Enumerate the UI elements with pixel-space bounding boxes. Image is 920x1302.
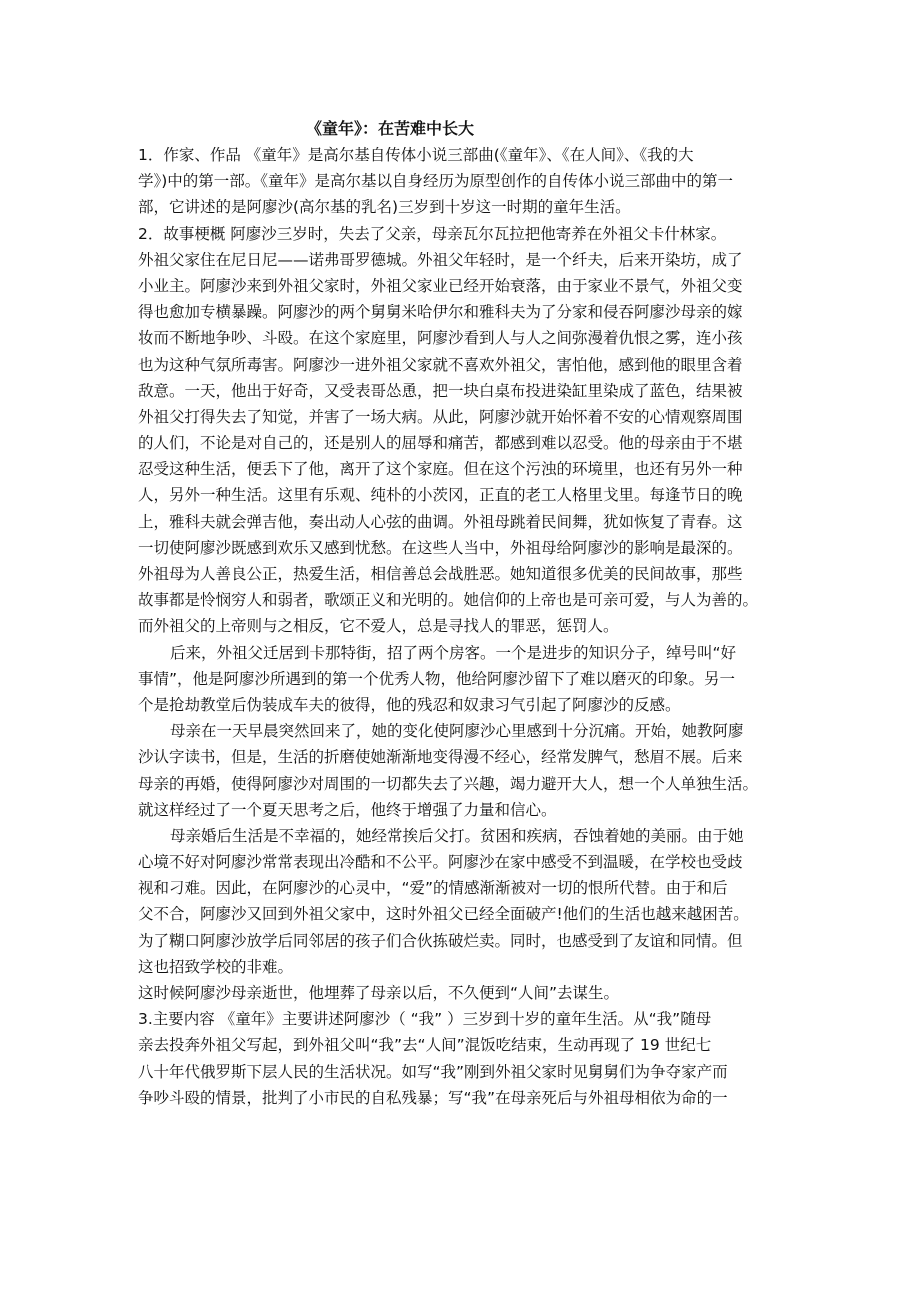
text-line: 争吵斗殴的情景，批判了小市民的自私残暴；写“我”在母亲死后与外祖母相依为命的一 [138,1088,728,1107]
text-line: 外祖母为人善良公正，热爱生活，相信善总会战胜恶。她知道很多优美的民间故事，那些 [138,565,743,583]
text-line: 这时候阿廖沙母亲逝世，他埋葬了母亲以后，不久便到“人间”去谋生。 [138,984,620,1002]
text-line: 这也招致学校的非难。 [138,957,294,976]
text-line: 妆而不断地争吵、斗殴。在这个家庭里，阿廖沙看到人与人之间弥漫着仇恨之雾，连小孩 [138,329,743,348]
text-line: 父不合，阿廖沙又回到外祖父家中，这时外祖父已经全面破产!他们的生活也越来越困苦。 [138,905,749,924]
text-line: 为了糊口阿廖沙放学后同邻居的孩子们合伙拣破烂卖。同时，也感受到了友谊和同情。但 [138,931,743,950]
text-line: 上，雅科夫就会弹吉他，奏出动人心弦的曲调。外祖母跳着民间舞，犹如恢复了青春。这 [138,512,743,531]
text-line: 亲去投奔外祖父写起，到外祖父叫“我”去“人间”混饭吃结束，生动再现了 19 世纪七 [138,1036,712,1055]
text-line: 就这样经过了一个夏天思考之后，他终于增强了力量和信心。 [138,800,557,819]
text-line: 八十年代俄罗斯下层人民的生活状况。如写“我”刚到外祖父家时见舅舅们为争夺家产而 [138,1062,728,1081]
text-line: 小业主。阿廖沙来到外祖父家时，外祖父家业已经开始衰落，由于家业不景气，外祖父变 [138,276,743,295]
text-line: 后来，外祖父迁居到卡那特街，招了两个房客。一个是进步的知识分子，绰号叫“好 [170,643,737,662]
text-line: 的人们，不论是对自己的，还是别人的屈辱和痛苦，都感到难以忍受。他的母亲由于不堪 [138,434,743,453]
text-line: 忍受这种生活，便丢下了他，离开了这个家庭。但在这个污浊的环境里，也还有另外一种 [138,460,743,479]
text-line: 故事都是怜悯穷人和弱者，歌颂正义和光明的。她信仰的上帝也是可亲可爱，与人为善的。 [138,591,759,610]
text-line: 事情”，他是阿廖沙所遇到的第一个优秀人物，他给阿廖沙留下了难以磨灭的印象。另一 [138,669,736,688]
text-line: 个是抢劫教堂后伪装成车夫的彼得，他的残忍和奴隶习气引起了阿廖沙的反感。 [138,695,681,714]
document-title: 《童年》：在苦难中长大 [305,119,474,138]
text-line: 一切使阿廖沙既感到欢乐又感到忧愁。在这些人当中，外祖母给阿廖沙的影响是最深的。 [138,538,743,557]
text-line: 母亲在一天早晨突然回来了，她的变化使阿廖沙心里感到十分沉痛。开始，她教阿廖 [170,722,744,741]
text-line: 而外祖父的上帝则与之相反，它不爱人，总是寻找人的罪恶，惩罚人。 [138,617,619,636]
document-body [138,142,798,1111]
text-line: 3.主要内容 《童年》主要讲述阿廖沙（ “我” ）三岁到十岁的童年生活。从“我”随母 [138,1010,712,1029]
text-line: 敌意。一天，他出于好奇，又受表哥怂恿，把一块白桌布投进染缸里染成了蓝色，结果被 [138,381,743,400]
text-line: 视和刁难。因此，在阿廖沙的心灵中，“爱”的情感渐渐被对一切的恨所代替。由于和后 [138,879,728,898]
text-line: 母亲婚后生活是不幸福的，她经常挨后父打。贫困和疾病，吞蚀着她的美丽。由于她 [170,826,744,845]
text-line: 沙认字读书，但是，生活的折磨使她渐渐地变得漫不经心，经常发脾气，愁眉不展。后来 [138,748,743,767]
text-line: 也为这种气氛所毒害。阿廖沙一进外祖父家就不喜欢外祖父，害怕他，感到他的眼里含着 [138,355,743,374]
text-line: 人，另外一种生活。这里有乐观、纯朴的小茨冈，正直的老工人格里戈里。每逢节日的晚 [138,486,743,505]
text-line: 部，它讲述的是阿廖沙(高尔基的乳名)三岁到十岁这一时期的童年生活。 [138,198,631,217]
text-line: 学》)中的第一部。《童年》是高尔基以自身经历为原型创作的自传体小说三部曲中的第一 [138,172,734,191]
text-line: 1．作家、作品 《童年》是高尔基自传体小说三部曲(《童年》、《在人间》、《我的大 [138,146,694,164]
text-line: 心境不好对阿廖沙常常表现出冷酷和不公平。阿廖沙在家中感受不到温暖，在学校也受歧 [138,853,743,872]
text-line: 2．故事梗概 阿廖沙三岁时，失去了父亲，母亲瓦尔瓦拉把他寄养在外祖父卡什林家。 [138,224,727,243]
text-line: 外祖父家住在尼日尼——诺弗哥罗德城。外祖父年轻时，是一个纤夫，后来开染坊，成了 [138,250,743,269]
text-line: 外祖父打得失去了知觉，并害了一场大病。从此，阿廖沙就开始怀着不安的心情观察周围 [138,407,743,426]
text-line: 母亲的再婚，使得阿廖沙对周围的一切都失去了兴趣，竭力避开大人，想一个人单独生活。 [138,774,759,793]
text-line: 得也愈加专横暴躁。阿廖沙的两个舅舅米哈伊尔和雅科夫为了分家和侵吞阿廖沙母亲的嫁 [138,303,743,322]
